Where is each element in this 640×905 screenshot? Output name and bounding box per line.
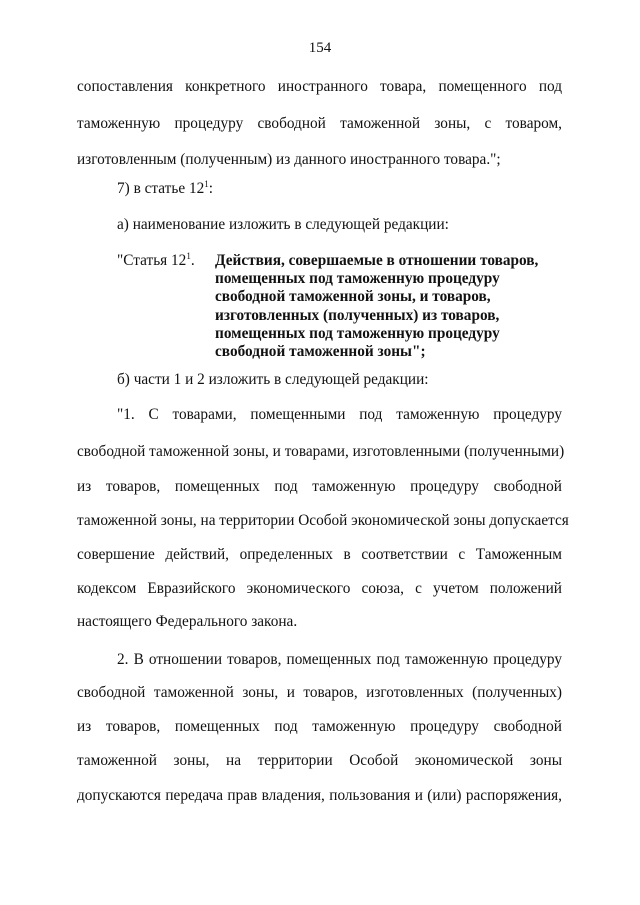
article-title — [215, 252, 545, 361]
item-a: а) наименование изложить в следующей редакции: — [117, 216, 449, 233]
part1-line-5: совершение действий, определенных в соответствии с Таможенным — [77, 546, 562, 563]
part2-line-3: из товаров, помещенных под таможенную процедуру свободной — [77, 718, 562, 735]
part1-line-2: свободной таможенной зоны, и товарами, изготовленными (полученными) — [77, 443, 565, 460]
article-title-line-5: помещенных под таможенную процедуру — [215, 324, 500, 342]
item-7-suffix: : — [208, 180, 213, 197]
item-7-text: 7) в статье 12 — [117, 180, 205, 197]
article-label-text: "Статья 12 — [117, 252, 187, 269]
para1-line-3: изготовленным (полученным) из данного иностранного товара."; — [77, 151, 501, 168]
part2-line-4: таможенной зоны, на территории Особой экономической зоны — [77, 752, 562, 769]
part2-line-1: 2. В отношении товаров, помещенных под таможенную процедуру — [117, 651, 562, 668]
part1-line-3: из товаров, помещенных под таможенную процедуру свободной — [77, 478, 562, 495]
article-label-sup: 1 — [186, 251, 191, 261]
item-b: б) части 1 и 2 изложить в следующей редакции: — [117, 371, 429, 388]
part2-line-5: допускаются передача прав владения, пользования и (или) распоряжения, — [77, 787, 562, 804]
para1-line-2: таможенную процедуру свободной таможенной зоны, с товаром, — [77, 115, 562, 132]
page-number: 154 — [308, 40, 332, 56]
part1-line-1: "1. С товарами, помещенными под таможенную процедуру — [117, 406, 562, 423]
part2-line-2: свободной таможенной зоны, и товаров, изготовленных (полученных) — [77, 684, 562, 701]
article-title-line-6: свободной таможенной зоны"; — [215, 342, 426, 360]
part1-line-4: таможенной зоны, на территории Особой экономической зоны допускается — [77, 512, 569, 529]
para1-line-1: сопоставления конкретного иностранного товара, помещенного под — [77, 78, 562, 95]
article-title-line-3: свободной таможенной зоны, и товаров, — [215, 288, 491, 306]
item-7 — [117, 180, 213, 198]
article-label — [117, 252, 195, 270]
part1-line-7: настоящего Федерального закона. — [77, 613, 298, 630]
article-title-line-1: Действия, совершаемые в отношении товаров, — [215, 252, 539, 269]
article-title-line-4: изготовленных (полученных) из товаров, — [215, 306, 500, 324]
part1-line-6: кодексом Евразийского экономического союза, с учетом положений — [77, 580, 562, 597]
item-7-sup: 1 — [204, 179, 209, 189]
article-label-suffix: . — [190, 252, 195, 269]
article-title-line-2: помещенных под таможенную процедуру — [215, 270, 500, 288]
